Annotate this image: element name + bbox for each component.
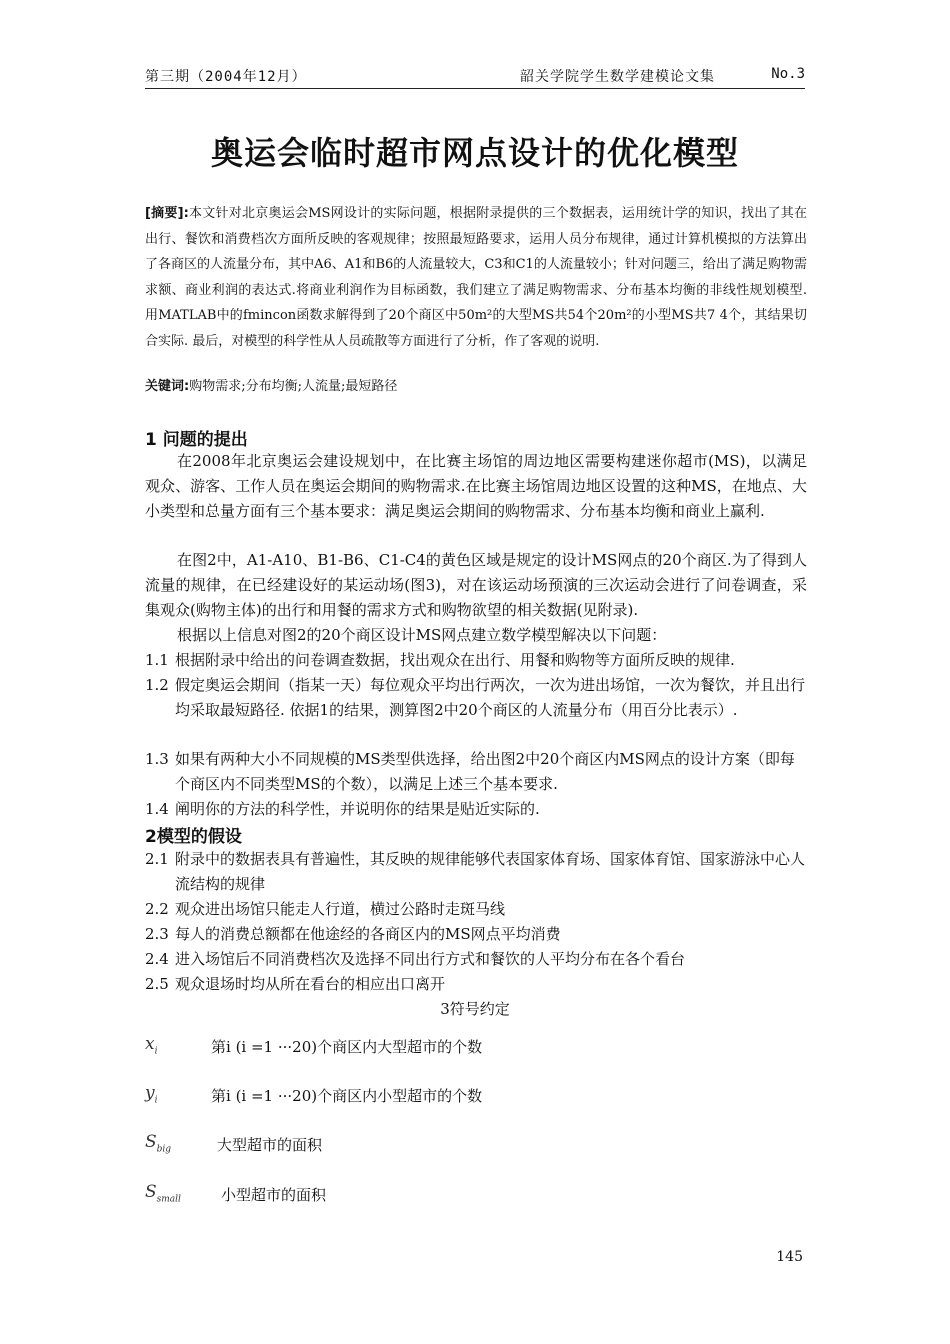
symbol: $x_i$ [145,1034,158,1057]
symbol-description: 大型超市的面积 [217,1136,323,1154]
question-item [145,747,807,797]
section-1-paragraph-1: 在2008年北京奥运会建设规划中，在比赛主场馆的周边地区需要构建迷你超市(MS)，以满足观众、游客、工作人员在奥运会期间的购物需求.在比赛主场馆周边地区设置的这种MS，在地点、大小类型和总量方面有三个基本要求：满足奥运会期间的购物需求、分布基本均衡和商业上赢利. [145,452,807,520]
assumption-item [145,897,807,922]
symbol: $S_{small}$ [145,1182,181,1205]
question-item [145,797,807,822]
issue-label: 第三期（2004年12月） [145,69,307,85]
running-header [145,66,805,89]
keywords [145,375,807,394]
symbol: $y_i$ [145,1083,158,1106]
keywords-text: 购物需求;分布均衡;人流量;最短路径 [189,379,398,394]
paper-title: 奥运会临时超市网点设计的优化模型 [210,134,739,172]
section-1-paragraph-2: 在图2中，A1-A10、B1-B6、C1-C4的黄色区域是规定的设计MS网点的20个商区.为了得到人流量的规律，在已经建设好的某运动场(图3)，对在该运动场预演的三次运动会进行了问卷调查，采集观众(购物主体)的出行和用餐的需求方式和购物欲望的相关数据(见附录). [145,551,807,619]
issue-number: No.3 [771,66,805,82]
section-1-heading: 1 问题的提出 [145,430,248,450]
item-text: 假定奥运会期间（指某一天）每位观众平均出行两次，一次为进出场馆，一次为餐饮，并且出行均采取最短路径. 依据1的结果，测算图2中20个商区的人流量分布（用百分比表示）. [175,676,806,719]
page-number: 145 [776,1249,803,1265]
assumption-item [145,922,807,947]
item-text: 如果有两种大小不同规模的MS类型供选择，给出图2中20个商区内MS网点的设计方案（即每个商区内不同类型MS的个数），以满足上述三个基本要求. [175,750,795,793]
item-number: 2.4 [145,950,169,968]
item-number: 2.1 [145,850,169,868]
symbol: $S_{big}$ [145,1132,172,1155]
section-1-paragraph-3: 根据以上信息对图2的20个商区设计MS网点建立数学模型解决以下问题： [177,626,667,644]
symbol-description: 第i (i =1 ···20)个商区内小型超市的个数 [211,1087,483,1105]
item-text: 进入场馆后不同消费档次及选择不同出行方式和餐饮的人平均分布在各个看台 [175,950,686,968]
item-number: 1.1 [145,651,169,669]
item-text: 观众进出场馆只能走人行道，横过公路时走斑马线 [175,900,506,918]
item-number: 1.2 [145,676,169,694]
item-text: 观众退场时均从所在看台的相应出口离开 [175,975,446,993]
item-number: 2.3 [145,925,169,943]
assumption-item [145,972,807,997]
journal-name: 韶关学院学生数学建模论文集 [520,69,715,85]
abstract-label: [摘要]: [145,206,189,221]
item-text: 根据附录中给出的问卷调查数据，找出观众在出行、用餐和购物等方面所反映的规律. [175,651,735,669]
item-text: 阐明你的方法的科学性，并说明你的结果是贴近实际的. [175,800,540,818]
item-text: 附录中的数据表具有普遍性，其反映的规律能够代表国家体育场、国家体育馆、国家游泳中心人流结构的规律 [175,850,806,893]
symbol-description: 第i (i =1 ···20)个商区内大型超市的个数 [211,1038,483,1056]
section-3-heading: 3符号约定 [440,1000,510,1018]
item-number: 1.4 [145,800,169,818]
abstract-text: 本文针对北京奥运会MS网设计的实际问题，根据附录提供的三个数据表，运用统计学的知识，找出了其在出行、餐饮和消费档次方面所反映的客观规律；按照最短路要求，运用人员分布规律，通过计算机模拟的方法算出了各商区的人流量分布，其中A6、A1和B6的人流量较大，C3和C1的人流量较小；针对问题三，给出了满足购物需求额、商业利润的表达式.将商业利润作为目标函数，我们建立了满足购物需求、分布基本均衡的非线性规划模型. 用MATLAB中的fmincon函数求解得到了20个商区中50m²的大型MS共54个20m²的小型MS共7 4个，其结果切合实际. 最后，对模型的科学性从人员疏散等方面进行了分析，作了客观的说明. [145,206,808,349]
question-item [145,648,807,673]
assumption-item [145,947,807,972]
item-number: 2.2 [145,900,169,918]
assumption-item [145,847,807,897]
keywords-label: 关键词: [145,379,190,394]
item-number: 2.5 [145,975,169,993]
symbol-description: 小型超市的面积 [221,1186,327,1204]
question-item [145,673,807,723]
abstract [145,201,807,354]
item-text: 每人的消费总额都在他途经的各商区内的MS网点平均消费 [175,925,561,943]
item-number: 1.3 [145,750,169,768]
section-2-heading: 2模型的假设 [145,827,242,847]
